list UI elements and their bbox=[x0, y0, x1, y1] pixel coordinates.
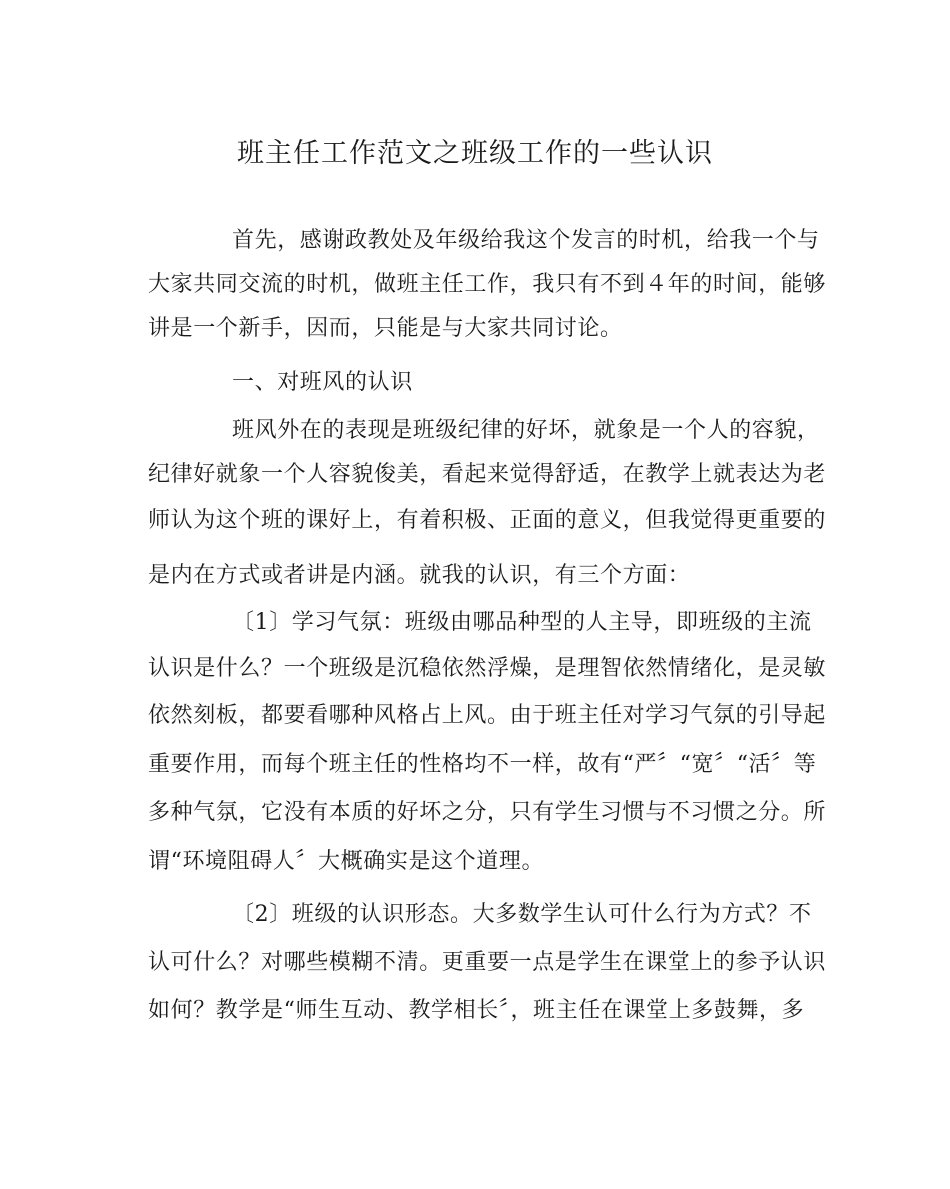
paragraph-line: 首先，感谢政教处及年级给我这个发言的时机，给我一个与 bbox=[232, 228, 820, 253]
paragraph-line: 是内在方式或者讲是内涵。就我的认识，有三个方面： bbox=[148, 563, 691, 588]
paragraph-line: 重要作用，而每个班主任的性格均不一样，故有“严〞“宽〞“活〞等 bbox=[148, 752, 817, 777]
paragraph-line: 认识是什么？一个班级是沉稳依然浮燥，是理智依然情绪化，是灵敏 bbox=[148, 656, 827, 681]
paragraph-line: 班风外在的表现是班级纪律的好坏，就象是一个人的容貌， bbox=[232, 418, 820, 443]
paragraph-line: 谓“环境阻碍人〞大概确实是这个道理。 bbox=[148, 849, 545, 874]
paragraph-line: 依然刻板，都要看哪种风格占上风。由于班主任对学习气氛的引导起 bbox=[148, 703, 827, 728]
paragraph-line: 如何？教学是“师生互动、教学相长〞，班主任在课堂上多鼓舞，多 bbox=[148, 998, 805, 1023]
document-title: 班主任工作范文之班级工作的一些认识 bbox=[237, 138, 713, 169]
paragraph-line: 认可什么？对哪些模糊不清。更重要一点是学生在课堂上的参予认识 bbox=[148, 950, 827, 975]
paragraph-line: 〔1〕学习气氛：班级由哪品种型的人主导，即班级的主流 bbox=[232, 610, 812, 635]
paragraph-line: 多种气氛，它没有本质的好坏之分，只有学生习惯与不习惯之分。所 bbox=[148, 800, 827, 825]
section-heading: 一、对班风的认识 bbox=[232, 370, 413, 395]
paragraph-line: 〔2〕班级的认识形态。大多数学生认可什么行为方式？不 bbox=[232, 902, 812, 927]
paragraph-line: 大家共同交流的时机，做班主任工作，我只有不到４年的时间，能够 bbox=[148, 272, 827, 297]
paragraph-line: 师认为这个班的课好上，有着积极、正面的意义，但我觉得更重要的 bbox=[148, 508, 827, 533]
paragraph-line: 纪律好就象一个人容貌俊美，看起来觉得舒适，在教学上就表达为老 bbox=[148, 462, 827, 487]
paragraph-line: 讲是一个新手，因而，只能是与大家共同讨论。 bbox=[148, 316, 623, 341]
